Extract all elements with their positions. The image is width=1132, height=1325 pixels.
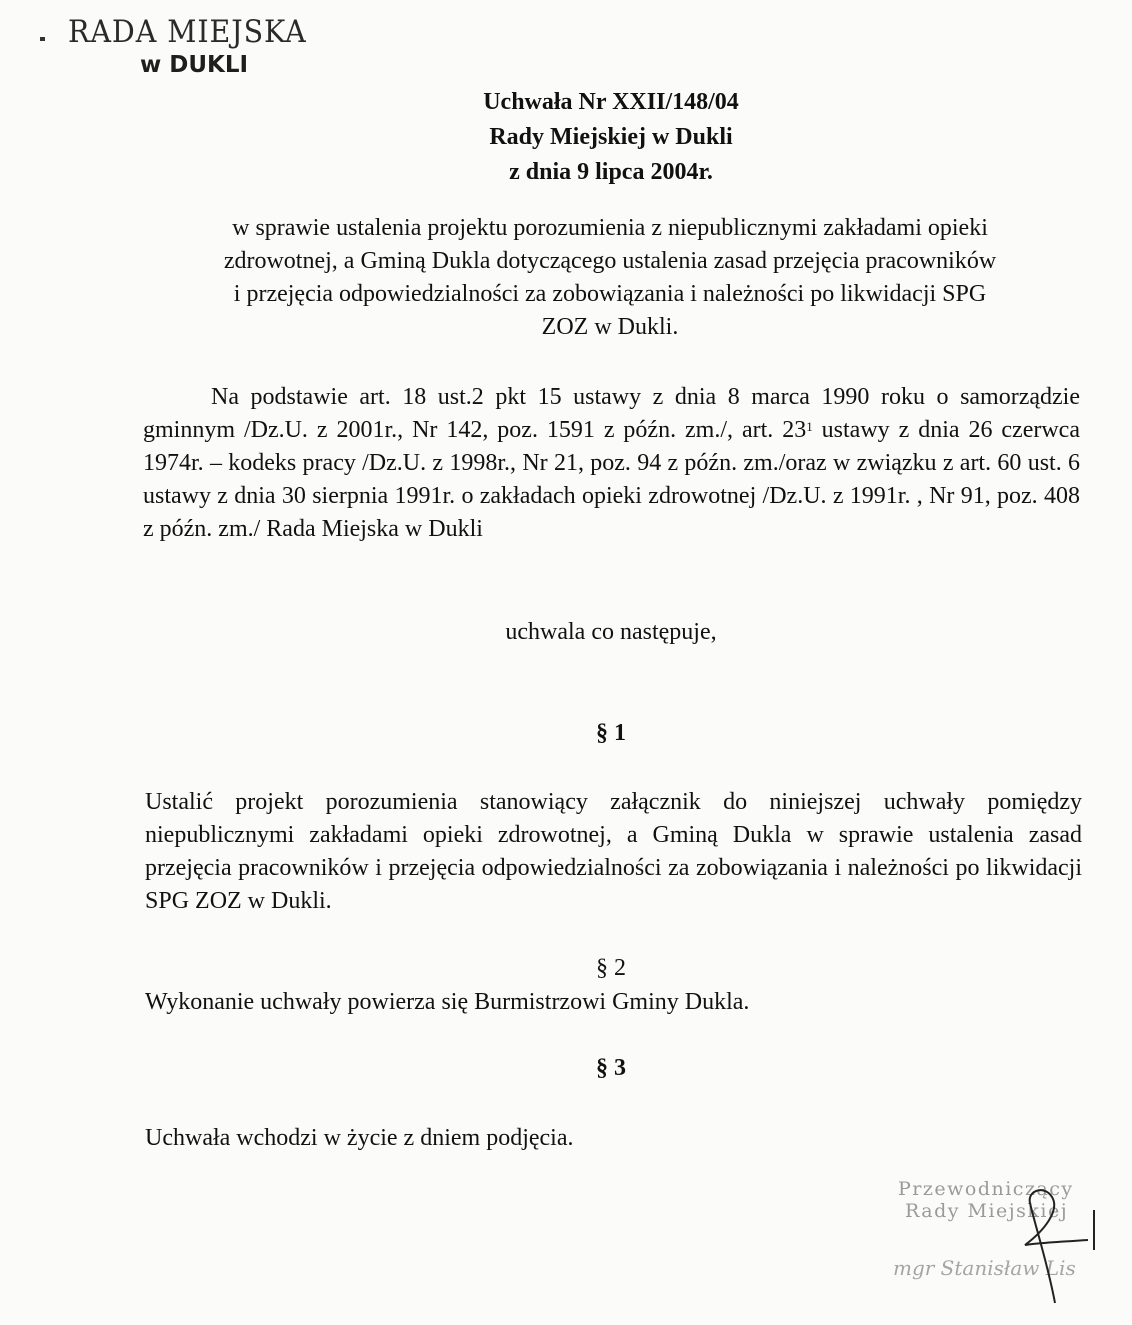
- legal-basis-text-2: ustawy z dnia 26 czerwca 1974r. – kodeks pracy /Dz.U. z 1998r., Nr 21, poz. 94 z późn. zm./oraz w związku z art. 60 ust. 6 ustawy z dnia 30 sierpnia 1991r. o zakładach opieki zdrowotnej /Dz.U. z 1991r. , Nr 91, poz. 408 z późn. zm./ Rada Miejska w Dukli: [143, 417, 1080, 542]
- resolution-number: Uchwała Nr XXII/148/04: [483, 89, 739, 115]
- subject-line: zdrowotnej, a Gminą Dukla dotyczącego ustalenia zasad przejęcia pracowników: [223, 248, 997, 274]
- resolution-issuer: Rady Miejskiej w Dukli: [489, 124, 733, 150]
- subject-line: w sprawie ustalenia projektu porozumienia z niepublicznymi zakładami opieki: [232, 215, 988, 241]
- document-header: [0, 85, 1132, 190]
- signature-stamp-role: Przewodniczący: [898, 1178, 1074, 1200]
- scan-speck: [40, 37, 45, 41]
- subject-line: ZOZ w Dukli.: [541, 314, 679, 340]
- office-stamp-title: RADA MIEJSKA: [68, 14, 307, 50]
- legal-basis-text-1: Na podstawie art. 18 ust.2 pkt 15 ustawy z dnia 8 marca 1990 roku o samorządzie gminnym /Dz.U. z 2001r., Nr 142, poz. 1591 z późn. zm./, art. 23: [143, 384, 1080, 443]
- section-text-2: Wykonanie uchwały powierza się Burmistrzowi Gminy Dukla.: [145, 989, 750, 1015]
- section-mark-2: § 2: [596, 955, 626, 981]
- resolution-subject: [140, 212, 1080, 344]
- legal-basis: [143, 381, 1080, 546]
- handwritten-signature-icon: [1000, 1185, 1095, 1310]
- signature-stamp-body: Rady Miejskiej: [905, 1200, 1069, 1222]
- section-mark-1: § 1: [596, 720, 626, 746]
- office-stamp-subtitle: w DUKLI: [140, 52, 249, 78]
- section-text-3: Uchwała wchodzi w życie z dniem podjęcia.: [145, 1125, 574, 1151]
- section-text-1: Ustalić projekt porozumienia stanowiący załącznik do niniejszej uchwały pomiędzy niepublicznymi zakładami opieki zdrowotnej, a Gminą Dukla w sprawie ustalenia zasad przejęcia pracowników i przejęcia odpowiedzialności za zobowiązania i należności po likwidacji SPG ZOZ w Dukli.: [145, 789, 1082, 914]
- resolves-clause: uchwala co następuje,: [505, 619, 717, 645]
- resolution-date: z dnia 9 lipca 2004r.: [509, 159, 713, 185]
- subject-line: i przejęcia odpowiedzialności za zobowiązania i należności po likwidacji SPG: [233, 281, 987, 307]
- signature-stamp-name: mgr Stanisław Lis: [893, 1256, 1076, 1280]
- legal-basis-superscript: 1: [806, 419, 813, 434]
- section-mark-3: § 3: [596, 1055, 626, 1081]
